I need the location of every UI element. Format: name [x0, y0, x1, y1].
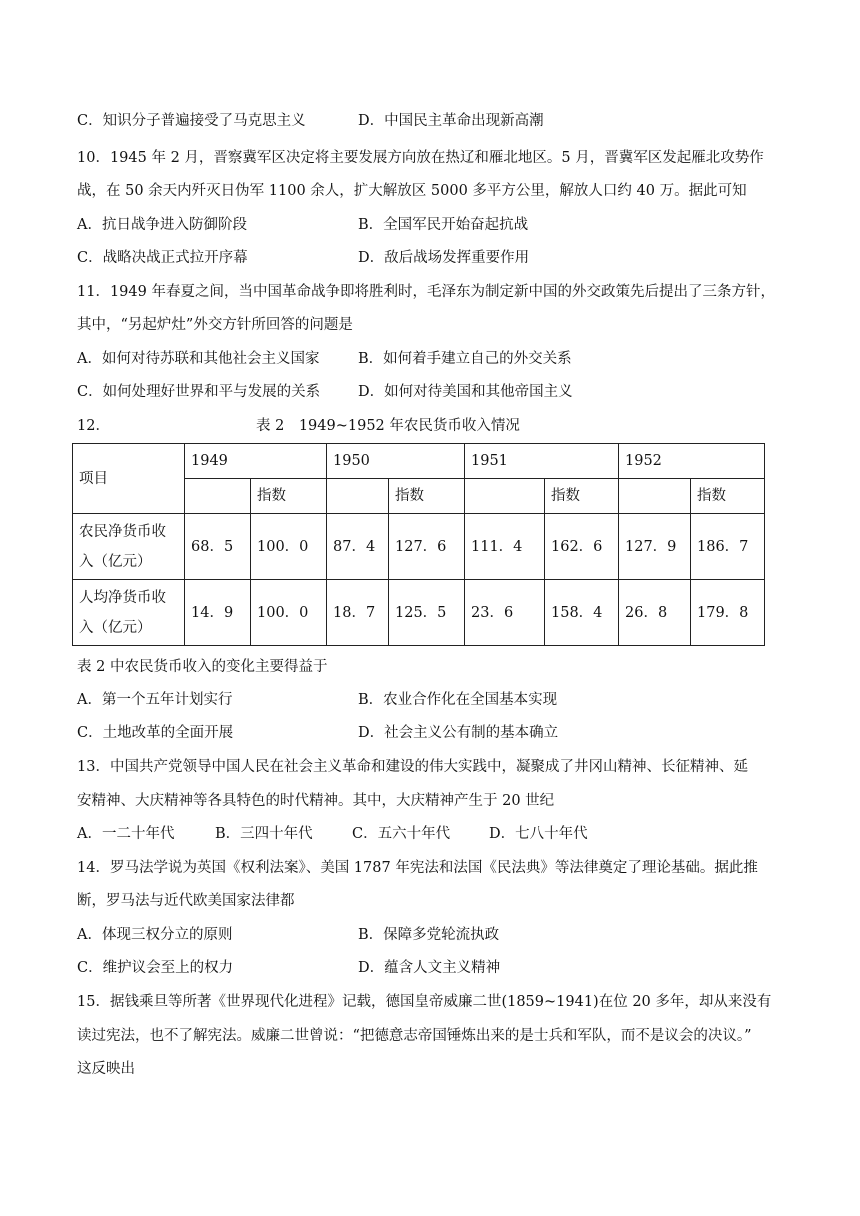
table-cell: 179．8	[691, 580, 765, 646]
table-cell: 18．7	[327, 580, 389, 646]
q12-number: 12．	[77, 418, 110, 434]
q13-option-d: D．七八十年代	[489, 826, 588, 842]
table-cell: 87．4	[327, 514, 389, 580]
header-index-1949: 指数	[251, 479, 327, 514]
table-cell: 162．6	[545, 514, 619, 580]
header-value-1949	[185, 479, 251, 514]
q15-stem-line2: 读过宪法，也不了解宪法。威廉二世曾说：“把德意志帝国锤炼出来的是士兵和军队，而不是议会的决议。”	[77, 1028, 752, 1044]
header-year-1949: 1949	[185, 444, 327, 479]
q14-stem-line1: 14．罗马法学说为英国《权利法案》、美国 1787 年宪法和法国《民法典》等法律奠定了理论基础。据此推	[77, 860, 758, 876]
header-item: 项目	[73, 444, 185, 514]
q11-stem-line2: 其中，“另起炉灶”外交方针所回答的问题是	[77, 317, 353, 333]
q12-option-a: A．第一个五年计划实行	[77, 692, 233, 708]
q12-option-c: C．土地改革的全面开展	[77, 725, 234, 741]
q10-option-a: A．抗日战争进入防御阶段	[77, 217, 247, 233]
table-cell: 23．6	[465, 580, 545, 646]
table-cell: 125．5	[389, 580, 465, 646]
q15-stem-line1: 15．据钱乘旦等所著《世界现代化进程》记载，德国皇帝威廉二世(1859~1941)在位 20 多年，却从来没有	[77, 994, 772, 1010]
header-value-1952	[619, 479, 691, 514]
header-index-1952: 指数	[691, 479, 765, 514]
q11-option-c: C．如何处理好世界和平与发展的关系	[77, 384, 321, 400]
q11-option-a: A．如何对待苏联和其他社会主义国家	[77, 351, 320, 367]
table-row	[73, 514, 765, 580]
table-row	[73, 580, 765, 646]
q13-stem-line1: 13．中国共产党领导中国人民在社会主义革命和建设的伟大实践中，凝聚成了井冈山精神、长征精神、延	[77, 759, 748, 775]
header-value-1951	[465, 479, 545, 514]
q13-option-a: A．一二十年代	[77, 826, 175, 842]
q12-option-d: D．社会主义公有制的基本确立	[358, 725, 559, 741]
q10-option-b: B．全国军民开始奋起抗战	[358, 217, 529, 233]
row-label: 人均净货币收入（亿元）	[73, 580, 185, 646]
header-index-1951: 指数	[545, 479, 619, 514]
table-caption: 表 2 1949~1952 年农民货币收入情况	[256, 418, 520, 434]
table-cell: 127．6	[389, 514, 465, 580]
q13-option-b: B．三四十年代	[215, 826, 313, 842]
q13-option-c: C．五六十年代	[352, 826, 451, 842]
q14-option-c: C．维护议会至上的权力	[77, 960, 234, 976]
table-cell: 100．0	[251, 514, 327, 580]
q9-option-c: C．知识分子普遍接受了马克思主义	[77, 113, 306, 129]
q14-stem-line2: 断，罗马法与近代欧美国家法律都	[77, 893, 295, 909]
q10-stem-line2: 战，在 50 余天内歼灭日伪军 1100 余人，扩大解放区 5000 多平方公里，解放人口约 40 万。据此可知	[77, 183, 747, 199]
table-cell: 158．4	[545, 580, 619, 646]
q11-option-b: B．如何着手建立自己的外交关系	[358, 351, 572, 367]
table-cell: 127．9	[619, 514, 691, 580]
header-year-1952: 1952	[619, 444, 765, 479]
q12-option-b: B．农业合作化在全国基本实现	[358, 692, 558, 708]
table-cell: 186．7	[691, 514, 765, 580]
header-year-1950: 1950	[327, 444, 465, 479]
row-label: 农民净货币收入（亿元）	[73, 514, 185, 580]
header-value-1950	[327, 479, 389, 514]
q10-option-d: D．敌后战场发挥重要作用	[358, 250, 530, 266]
table-cell: 26．8	[619, 580, 691, 646]
q13-options	[77, 824, 588, 844]
header-year-1951: 1951	[465, 444, 619, 479]
income-table	[72, 443, 765, 646]
q15-stem-line3: 这反映出	[77, 1061, 135, 1077]
q9-option-d: D．中国民主革命出现新高潮	[358, 113, 544, 129]
q10-stem-line1: 10．1945 年 2 月，晋察冀军区决定将主要发展方向放在热辽和雁北地区。5 月，晋冀军区发起雁北攻势作	[77, 150, 764, 166]
table-cell: 111．4	[465, 514, 545, 580]
q14-option-b: B．保障多党轮流执政	[358, 927, 500, 943]
table-cell: 100．0	[251, 580, 327, 646]
table-cell: 68．5	[185, 514, 251, 580]
header-index-1950: 指数	[389, 479, 465, 514]
q13-stem-line2: 安精神、大庆精神等各具特色的时代精神。其中，大庆精神产生于 20 世纪	[77, 793, 555, 809]
q12-stem: 表 2 中农民货币收入的变化主要得益于	[77, 659, 328, 675]
table-cell: 14．9	[185, 580, 251, 646]
q11-option-d: D．如何对待美国和其他帝国主义	[358, 384, 573, 400]
q11-stem-line1: 11．1949 年春夏之间，当中国革命战争即将胜利时，毛泽东为制定新中国的外交政策先后提出了三条方针，	[77, 284, 775, 300]
q14-option-d: D．蕴含人文主义精神	[358, 960, 501, 976]
q10-option-c: C．战略决战正式拉开序幕	[77, 250, 248, 266]
q14-option-a: A．体现三权分立的原则	[77, 927, 233, 943]
